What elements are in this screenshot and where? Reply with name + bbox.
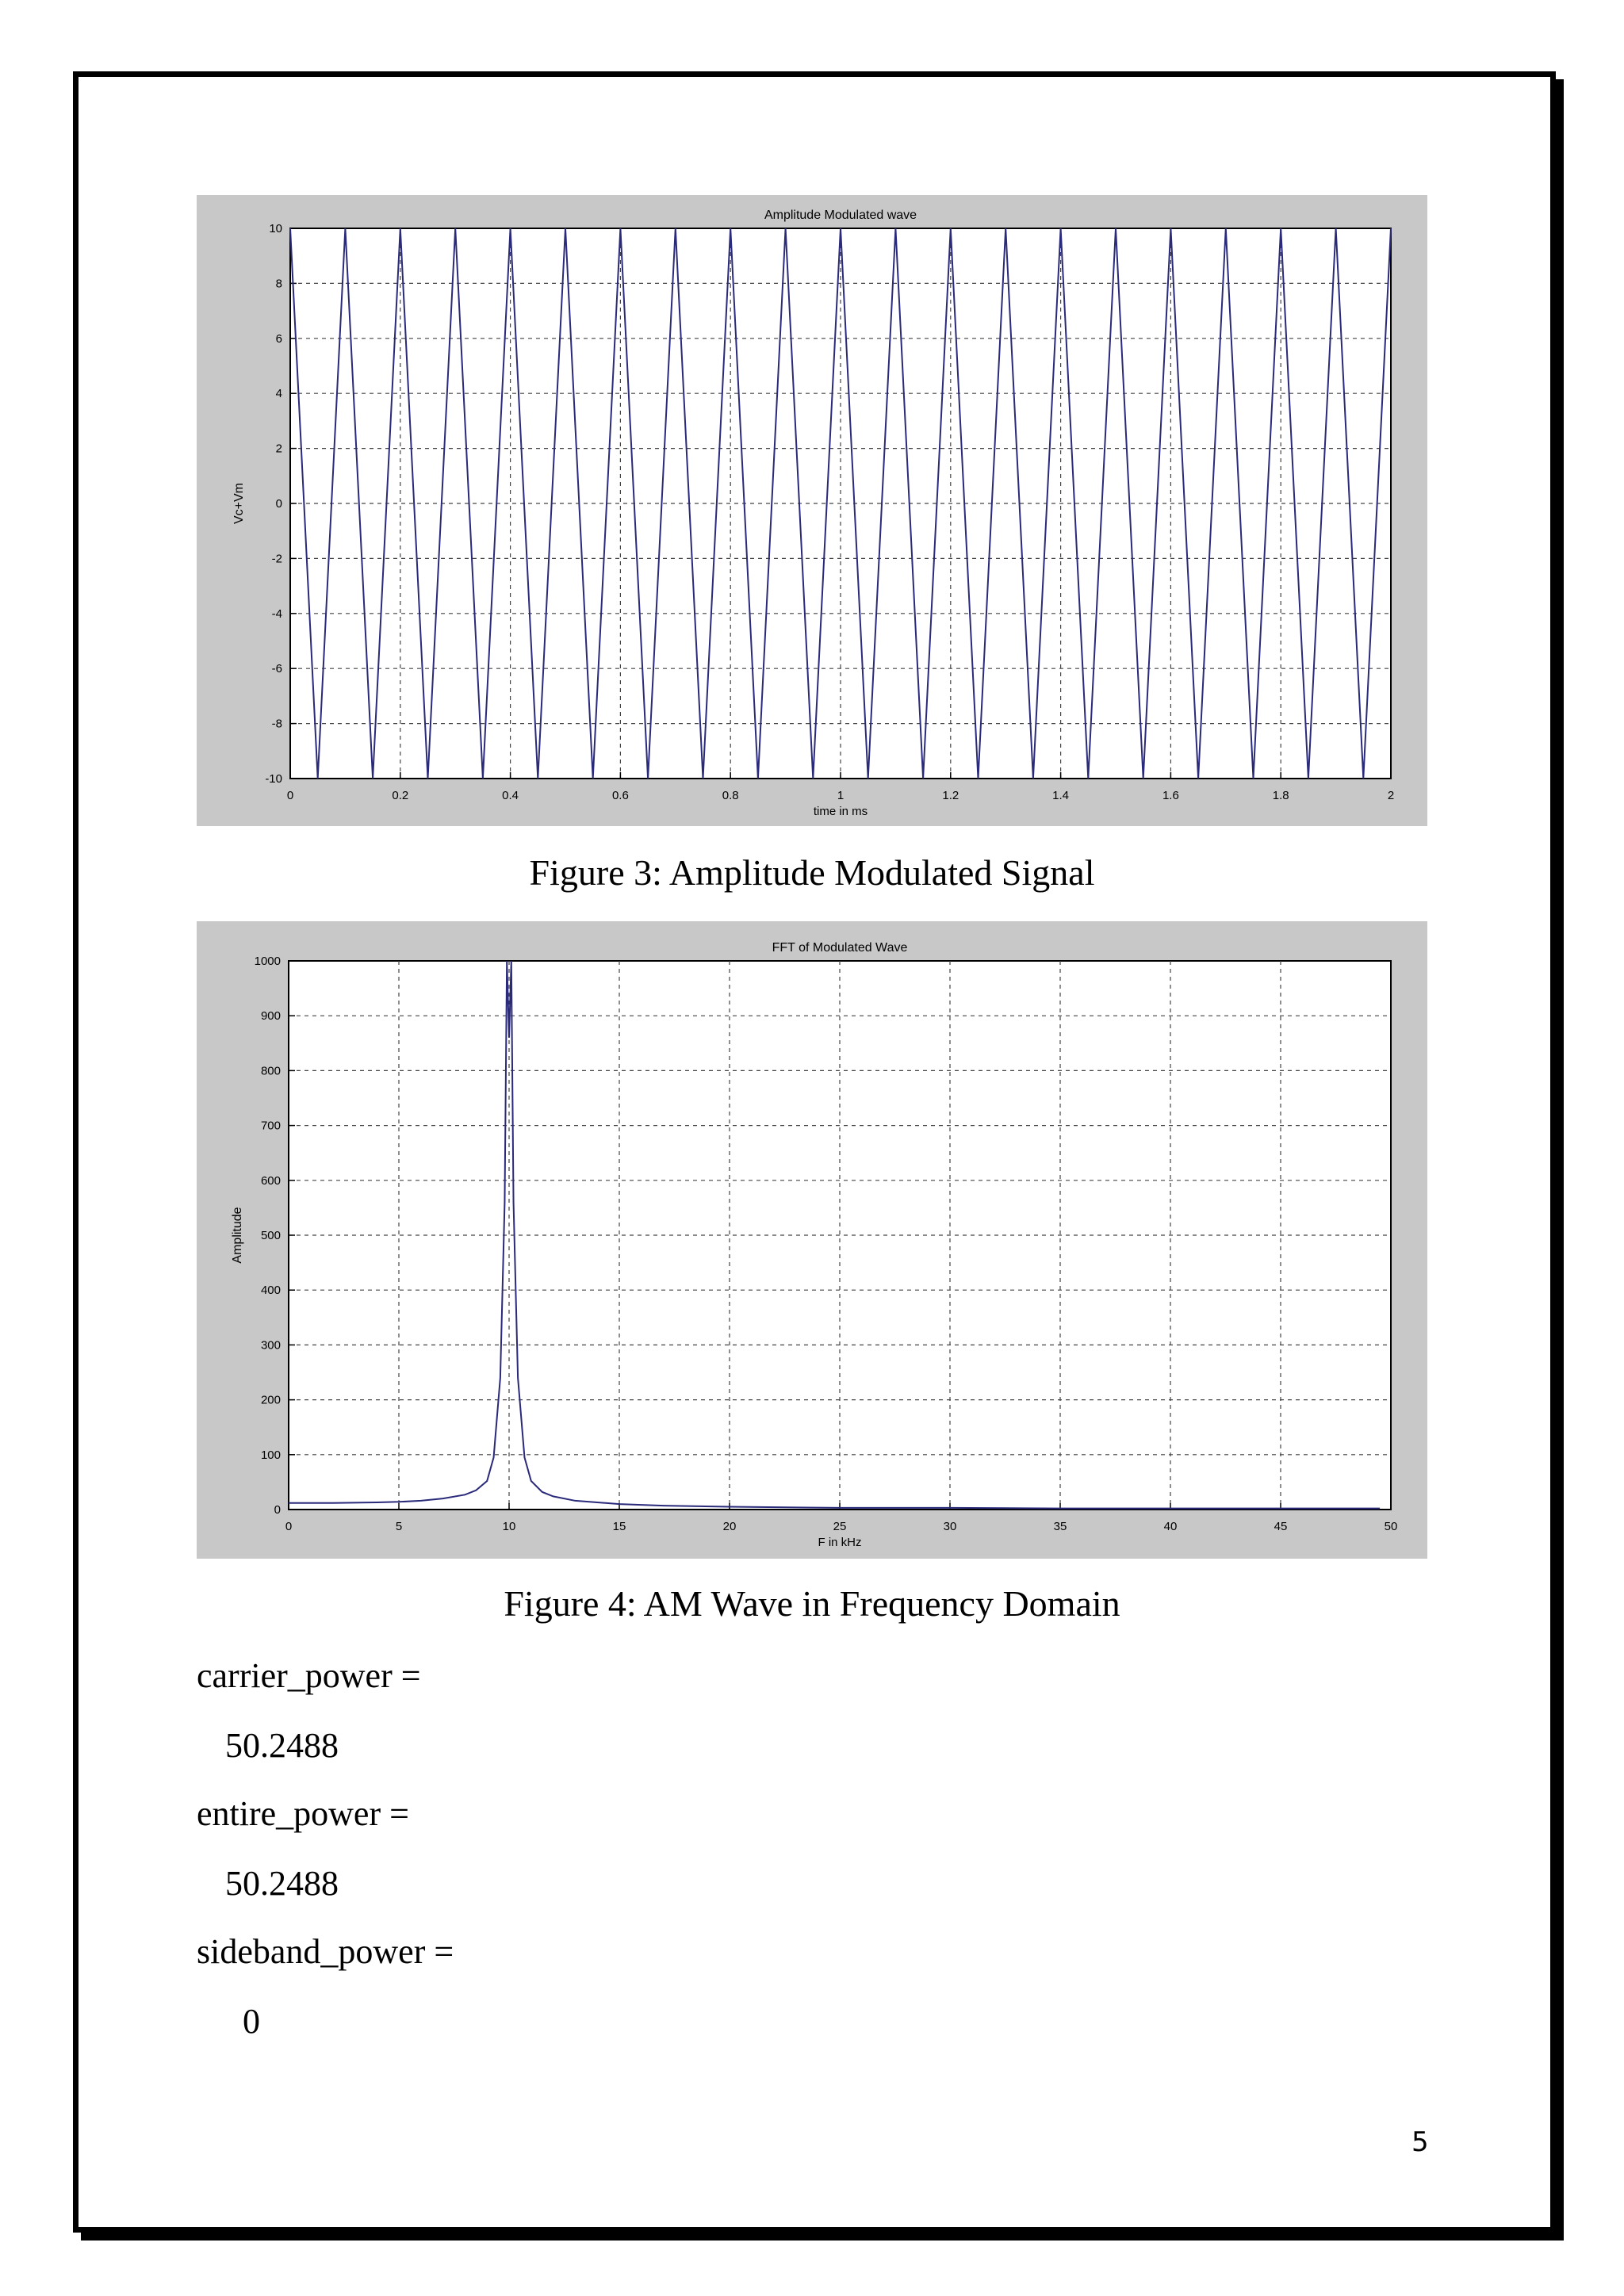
chart4-xtick-label-5: 25 xyxy=(833,1520,847,1533)
chart3-ytick-label-0: -10 xyxy=(265,772,282,786)
chart4-xtick-label-10: 50 xyxy=(1384,1520,1398,1533)
chart3-xtick-label-1: 0.2 xyxy=(392,789,409,802)
chart4-ytick-label-1: 100 xyxy=(260,1448,281,1462)
fft-chart xyxy=(197,921,1427,1559)
sideband-power-value: 0 xyxy=(243,2002,260,2041)
chart3-xtick-label-4: 0.8 xyxy=(722,789,739,802)
chart4-xtick-label-0: 0 xyxy=(285,1520,293,1533)
chart4-xtick-label-4: 20 xyxy=(722,1520,737,1533)
chart4-xtick-label-8: 40 xyxy=(1163,1520,1178,1533)
chart3-ytick-label-7: 4 xyxy=(275,387,282,401)
chart3-xtick-label-9: 1.8 xyxy=(1272,789,1289,802)
chart4-ytick-label-2: 200 xyxy=(260,1393,281,1407)
chart3-ytick-label-9: 8 xyxy=(275,277,282,291)
chart3-ylabel: Vc+Vm xyxy=(232,482,246,525)
chart4-ytick-label-3: 300 xyxy=(260,1338,281,1353)
chart4-ytick-label-5: 500 xyxy=(260,1229,281,1242)
chart3-ytick-label-5: 0 xyxy=(275,497,282,511)
chart4-ytick-label-9: 900 xyxy=(260,1009,281,1024)
figure-4-caption: Figure 4: AM Wave in Frequency Domain xyxy=(504,1583,1120,1624)
chart3-xtick-label-0: 0 xyxy=(286,789,294,802)
carrier-power-label: carrier_power = xyxy=(197,1656,421,1695)
chart4-xtick-label-7: 35 xyxy=(1053,1520,1067,1533)
chart3-xtick-label-5: 1 xyxy=(837,789,845,802)
sideband-power-label: sideband_power = xyxy=(197,1932,454,1971)
figure-fft xyxy=(197,921,1427,1559)
chart4-ytick-label-10: 1000 xyxy=(254,955,281,968)
chart4-xtick-label-9: 45 xyxy=(1274,1520,1288,1533)
chart4-ytick-label-4: 400 xyxy=(260,1284,281,1298)
chart4-ytick-label-7: 700 xyxy=(260,1119,281,1133)
chart3-xlabel: time in ms xyxy=(813,805,868,818)
chart3-xtick-label-6: 1.2 xyxy=(942,789,959,802)
chart3-ytick-label-3: -4 xyxy=(271,607,282,621)
chart4-ytick-label-6: 600 xyxy=(260,1173,281,1188)
chart3-xtick-label-2: 0.4 xyxy=(502,789,519,802)
am-wave-chart xyxy=(197,195,1427,826)
chart4-title: FFT of Modulated Wave xyxy=(772,941,908,955)
chart4-xtick-label-3: 15 xyxy=(612,1520,626,1533)
chart3-ytick-label-2: -6 xyxy=(271,662,282,676)
entire-power-value: 50.2488 xyxy=(225,1864,339,1903)
chart3-ytick-label-10: 10 xyxy=(269,222,282,235)
chart3-ytick-label-4: -2 xyxy=(271,552,282,566)
chart4-ytick-label-8: 800 xyxy=(260,1064,281,1078)
chart3-xtick-label-3: 0.6 xyxy=(611,789,629,802)
chart4-xtick-label-2: 10 xyxy=(502,1520,516,1533)
carrier-power-value: 50.2488 xyxy=(225,1726,339,1765)
figure-am-signal xyxy=(197,195,1427,826)
chart4-xlabel: F in kHz xyxy=(818,1536,862,1549)
page-number: 5 xyxy=(1411,2126,1429,2158)
chart4-ytick-label-0: 0 xyxy=(274,1503,281,1517)
chart4-ylabel: Amplitude xyxy=(231,1207,244,1264)
chart3-ytick-label-8: 6 xyxy=(275,331,282,346)
chart4-xtick-label-6: 30 xyxy=(943,1520,957,1533)
chart4-xtick-label-1: 5 xyxy=(395,1520,403,1533)
chart3-ytick-label-1: -8 xyxy=(271,717,282,731)
entire-power-label: entire_power = xyxy=(197,1794,409,1833)
chart3-xtick-label-8: 1.6 xyxy=(1162,789,1179,802)
chart3-xtick-label-10: 2 xyxy=(1387,789,1395,802)
chart3-ytick-label-6: 2 xyxy=(275,442,282,456)
chart3-xtick-label-7: 1.4 xyxy=(1052,789,1070,802)
chart3-title: Amplitude Modulated wave xyxy=(764,209,917,222)
figure-3-caption: Figure 3: Amplitude Modulated Signal xyxy=(529,852,1095,893)
